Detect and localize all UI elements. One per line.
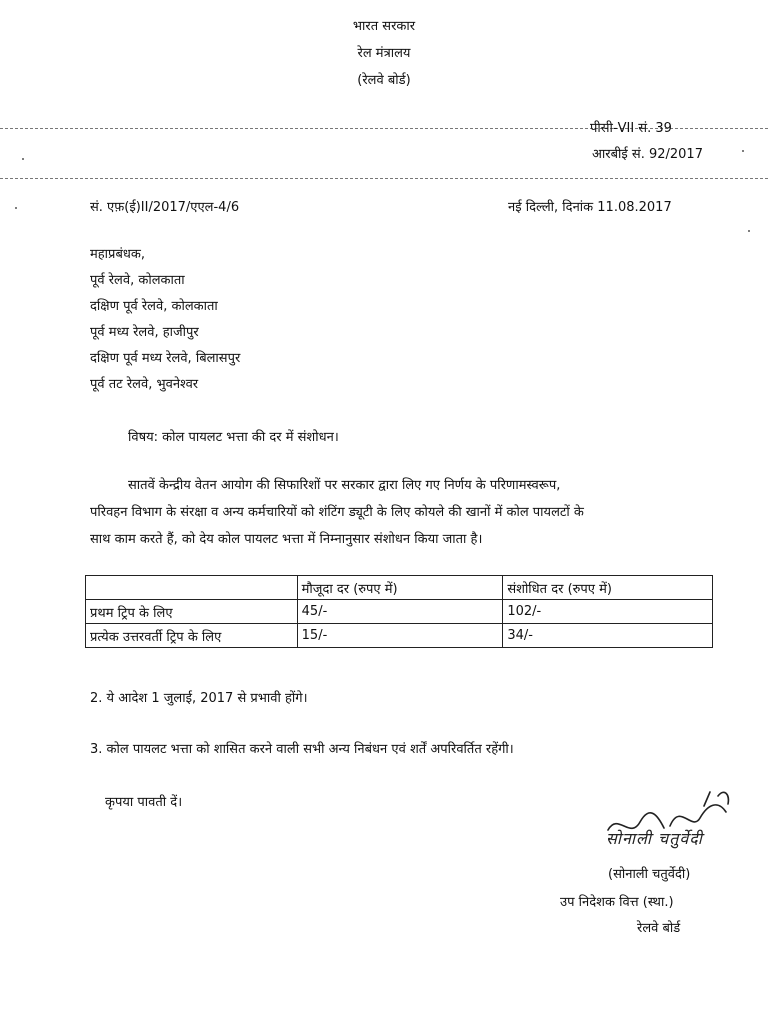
table-cell: 102/- xyxy=(503,600,713,624)
paragraph-1-line: सातवें केन्द्रीय वेतन आयोग की सिफारिशों पर सरकार द्वारा लिए गए निर्णय के परिणामस्वरूप, xyxy=(128,478,561,493)
scan-speck xyxy=(15,207,17,209)
table-row xyxy=(86,624,713,648)
scan-speck xyxy=(748,230,750,232)
signatory-office: रेलवे बोर्ड xyxy=(637,921,681,936)
subject-line: विषय: कोल पायलट भत्ता की दर में संशोधन। xyxy=(128,430,339,445)
signatory-designation: उप निदेशक वित्त (स्था.) xyxy=(560,895,674,910)
table-cell: प्रथम ट्रिप के लिए xyxy=(86,600,298,624)
paragraph-1-line: परिवहन विभाग के संरक्षा व अन्य कर्मचारियों को शंटिंग ड्यूटी के लिए कोयले की खानों में कोल पायलटों के xyxy=(90,505,584,520)
addressee-line: पूर्व मध्य रेलवे, हाजीपुर xyxy=(90,325,199,340)
addressee-line: पूर्व तट रेलवे, भुवनेश्वर xyxy=(90,377,199,392)
signature-handwriting: सोनाली चतुर्वेदी xyxy=(606,829,703,848)
addressee-line: दक्षिण पूर्व रेलवे, कोलकाता xyxy=(90,299,218,314)
addressee-title: महाप्रबंधक, xyxy=(90,247,145,262)
table-row xyxy=(86,600,713,624)
file-number: सं. एफ़(ई)II/2017/एएल-4/6 xyxy=(90,200,240,215)
signatory-name: (सोनाली चतुर्वेदी) xyxy=(608,867,691,882)
closing-request: कृपया पावती दें। xyxy=(105,795,183,810)
table-cell: प्रत्येक उत्तरवर्ती ट्रिप के लिए xyxy=(86,624,298,648)
letterhead-board: (रेलवे बोर्ड) xyxy=(357,73,411,88)
paragraph-2: 2. ये आदेश 1 जुलाई, 2017 से प्रभावी होंगे। xyxy=(90,691,308,706)
rbe-number: आरबीई सं. 92/2017 xyxy=(592,147,703,162)
scan-speck xyxy=(742,150,744,152)
letterhead-govt: भारत सरकार xyxy=(352,19,416,34)
place-date: नई दिल्ली, दिनांक 11.08.2017 xyxy=(508,200,672,215)
paragraph-1-line: साथ काम करते हैं, को देय कोल पायलट भत्ता में निम्नानुसार संशोधन किया जाता है। xyxy=(90,532,483,547)
table-header-cell: संशोधित दर (रुपए में) xyxy=(503,576,713,600)
paragraph-3: 3. कोल पायलट भत्ता को शासित करने वाली सभी अन्य निबंधन एवं शर्तें अपरिवर्तित रहेंगी। xyxy=(90,742,514,757)
letterhead-ministry: रेल मंत्रालय xyxy=(357,46,411,61)
rates-table xyxy=(85,575,713,648)
addressee-line: पूर्व रेलवे, कोलकाता xyxy=(90,273,185,288)
table-cell: 45/- xyxy=(297,600,503,624)
separator-line xyxy=(0,178,768,179)
table-header-cell: मौजूदा दर (रुपए में) xyxy=(297,576,503,600)
addressee-line: दक्षिण पूर्व मध्य रेलवे, बिलासपुर xyxy=(90,351,241,366)
signature-image xyxy=(600,782,740,852)
pc-number: पीसी-VII सं. 39 xyxy=(590,121,672,136)
scan-speck xyxy=(22,158,24,160)
table-header-cell xyxy=(86,576,298,600)
table-header-row xyxy=(86,576,713,600)
table-cell: 34/- xyxy=(503,624,713,648)
table-cell: 15/- xyxy=(297,624,503,648)
